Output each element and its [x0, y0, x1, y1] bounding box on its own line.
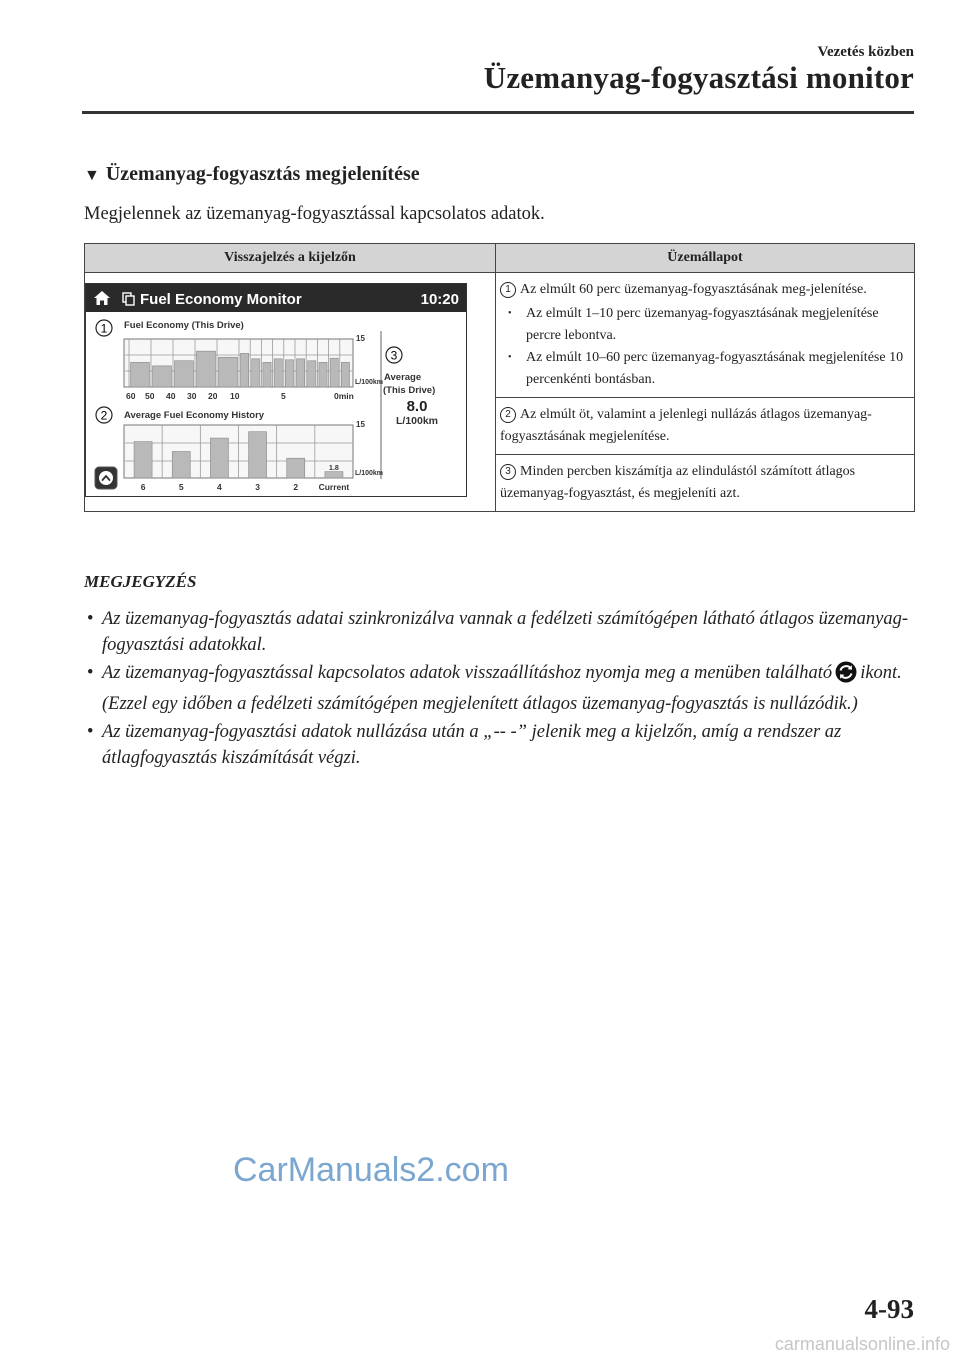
triangle-down-icon: ▼ — [84, 167, 100, 184]
chart1-bar — [297, 358, 305, 386]
note-1-text: Az üzemanyag-fogyasztás adatai szinkronizálva vannak a fedélzeti számítógépen látható átlagos üzemanyag-fogyasztási adatokkal. — [102, 609, 909, 655]
chart1-bar — [241, 353, 249, 387]
chart1-bar — [131, 362, 150, 387]
notes-list — [84, 606, 914, 773]
circled-number: 3 — [500, 464, 516, 480]
chart2-tick-label: 2 — [293, 481, 299, 492]
section-title — [84, 163, 420, 186]
circled-number: 2 — [500, 407, 516, 423]
average-value: 8.0 — [406, 397, 428, 415]
collapse-icon[interactable] — [95, 467, 117, 489]
chart1-tick-label: 30 — [187, 390, 197, 401]
chart2-bar — [210, 438, 228, 478]
status-cell-2 — [496, 398, 915, 455]
note-item-1 — [84, 606, 914, 658]
chart2-unit-label: L/100km — [355, 469, 384, 477]
chart2-title: Average Fuel Economy History — [124, 409, 265, 421]
chart2-tick-label: 4 — [217, 481, 222, 492]
footer-watermark: carmanualsonline.info — [774, 1334, 950, 1354]
chart1-bar — [285, 359, 293, 386]
chart2-bar — [172, 451, 190, 478]
note-heading: MEGJEGYZÉS — [84, 572, 197, 591]
chart1-tick-label: 50 — [145, 390, 155, 401]
note-bullet: • — [87, 609, 94, 629]
chart1-bar — [197, 351, 216, 387]
status-3-text: Minden percben kiszámítja az elindulástól számított átlagos üzemanyag-fogyasztást, és megjeleníti azt. — [500, 464, 856, 501]
chart1-tick-label: 60 — [126, 390, 136, 401]
chart2-ymax-label: 15 — [356, 419, 365, 429]
chart2-tick-label: 3 — [255, 481, 260, 492]
status-text-1 — [500, 279, 908, 301]
page-number: 4-93 — [864, 1294, 914, 1324]
status-cell-1 — [496, 273, 915, 398]
average-unit: L/100km — [395, 414, 439, 427]
screen-clock: 10:20 — [420, 290, 459, 308]
chart1-tick-label: 10 — [230, 390, 240, 401]
table-header-row — [85, 244, 915, 273]
svg-text:3: 3 — [390, 348, 398, 362]
chart1-tick-label: 5 — [281, 390, 286, 401]
chart2-tick-label: 5 — [178, 481, 184, 492]
callout-3 — [386, 347, 402, 363]
chart1-bar — [330, 358, 338, 387]
chart1-bar — [308, 360, 316, 386]
chart1-bar — [252, 358, 260, 386]
table-header-display: Visszajelzés a kijelzőn — [85, 244, 496, 273]
svg-text:2: 2 — [100, 408, 108, 422]
list-item: • Az elmúlt 1–10 perc üzemanyag-fogyasztásának megjelenítése percre lebontva. — [526, 303, 908, 347]
screen-image-cell — [85, 273, 496, 512]
chart1-bar — [263, 362, 271, 387]
note-2-text-a: Az üzemanyag-fogyasztással kapcsolatos adatok visszaállításhoz nyomja meg a menüben található — [102, 663, 833, 683]
header-divider — [82, 111, 914, 114]
chart2-current-value-label: 1.8 — [329, 464, 339, 472]
chart1-title: Fuel Economy (This Drive) — [124, 319, 244, 331]
note-3-text: Az üzemanyag-fogyasztási adatok nullázása után a „-- -” jelenik meg a kijelzőn, amíg a rendszer az átlagfogyasztás kiszámítását végzi. — [102, 722, 842, 768]
chart1-tick-label: 20 — [208, 390, 218, 401]
header-section-label: Vezetés közben — [817, 44, 914, 60]
watermark: CarManuals2.com — [233, 1151, 509, 1189]
screen-title: Fuel Economy Monitor — [140, 290, 302, 308]
chart2-bar — [287, 458, 305, 478]
circled-number: 1 — [500, 282, 516, 298]
chart1-ymax-label: 15 — [356, 333, 365, 343]
status-2-text: Az elmúlt öt, valamint a jelenlegi nullázás átlagos üzemanyag-fogyasztásának megjelenítése. — [500, 407, 872, 444]
callout-1 — [96, 320, 112, 336]
callout-2 — [96, 407, 112, 423]
chart2-tick-label: Current — [318, 481, 350, 492]
chart1-bar — [219, 357, 238, 387]
note-2-text-b: ikont. (Ezzel egy időben a fedélzeti számítógépen megjelenített átlagos üzemanyag-fogyasztás is nullázódik.) — [102, 663, 902, 714]
chart1-bar — [319, 362, 327, 387]
section-title-text: Üzemanyag-fogyasztás megjelenítése — [105, 163, 420, 185]
chart2-bar — [325, 471, 343, 477]
chart2-tick-label: 6 — [140, 481, 146, 492]
chart1-bar — [274, 358, 282, 386]
status-1-bullets — [500, 303, 908, 391]
average-sublabel: (This Drive) — [383, 384, 436, 396]
status-1-main: Az elmúlt 60 perc üzemanyag-fogyasztásának meg-jelenítése. — [520, 282, 867, 297]
note-item-3 — [84, 719, 914, 771]
chart1-bar — [153, 365, 172, 386]
page-title: Üzemanyag-fogyasztási monitor — [483, 60, 914, 95]
intro-text: Megjelennek az üzemanyag-fogyasztással kapcsolatos adatok. — [84, 204, 545, 224]
note-bullet: • — [87, 722, 94, 742]
chart1-bar — [341, 362, 349, 387]
table-row — [85, 273, 915, 398]
list-item: • Az elmúlt 10–60 perc üzemanyag-fogyasztásának megjelenítése 10 percenkénti bontásban. — [526, 347, 908, 391]
note-bullet: • — [87, 663, 94, 683]
table-header-status: Üzemállapot — [496, 244, 915, 273]
fuel-economy-screen — [85, 283, 467, 497]
average-label: Average — [384, 371, 422, 383]
chart1-tick-label: 40 — [166, 390, 176, 401]
chart2-bar — [134, 441, 152, 477]
chart1-tick-label: 0min — [334, 390, 354, 401]
info-table — [84, 243, 915, 512]
chart1-unit-label: L/100km — [355, 378, 384, 386]
status-cell-3 — [496, 455, 915, 512]
chart2-bar — [249, 431, 267, 477]
chart1-bar — [175, 360, 194, 386]
note-item-2 — [84, 660, 914, 717]
svg-text:1: 1 — [100, 321, 108, 335]
reset-icon — [835, 661, 857, 691]
